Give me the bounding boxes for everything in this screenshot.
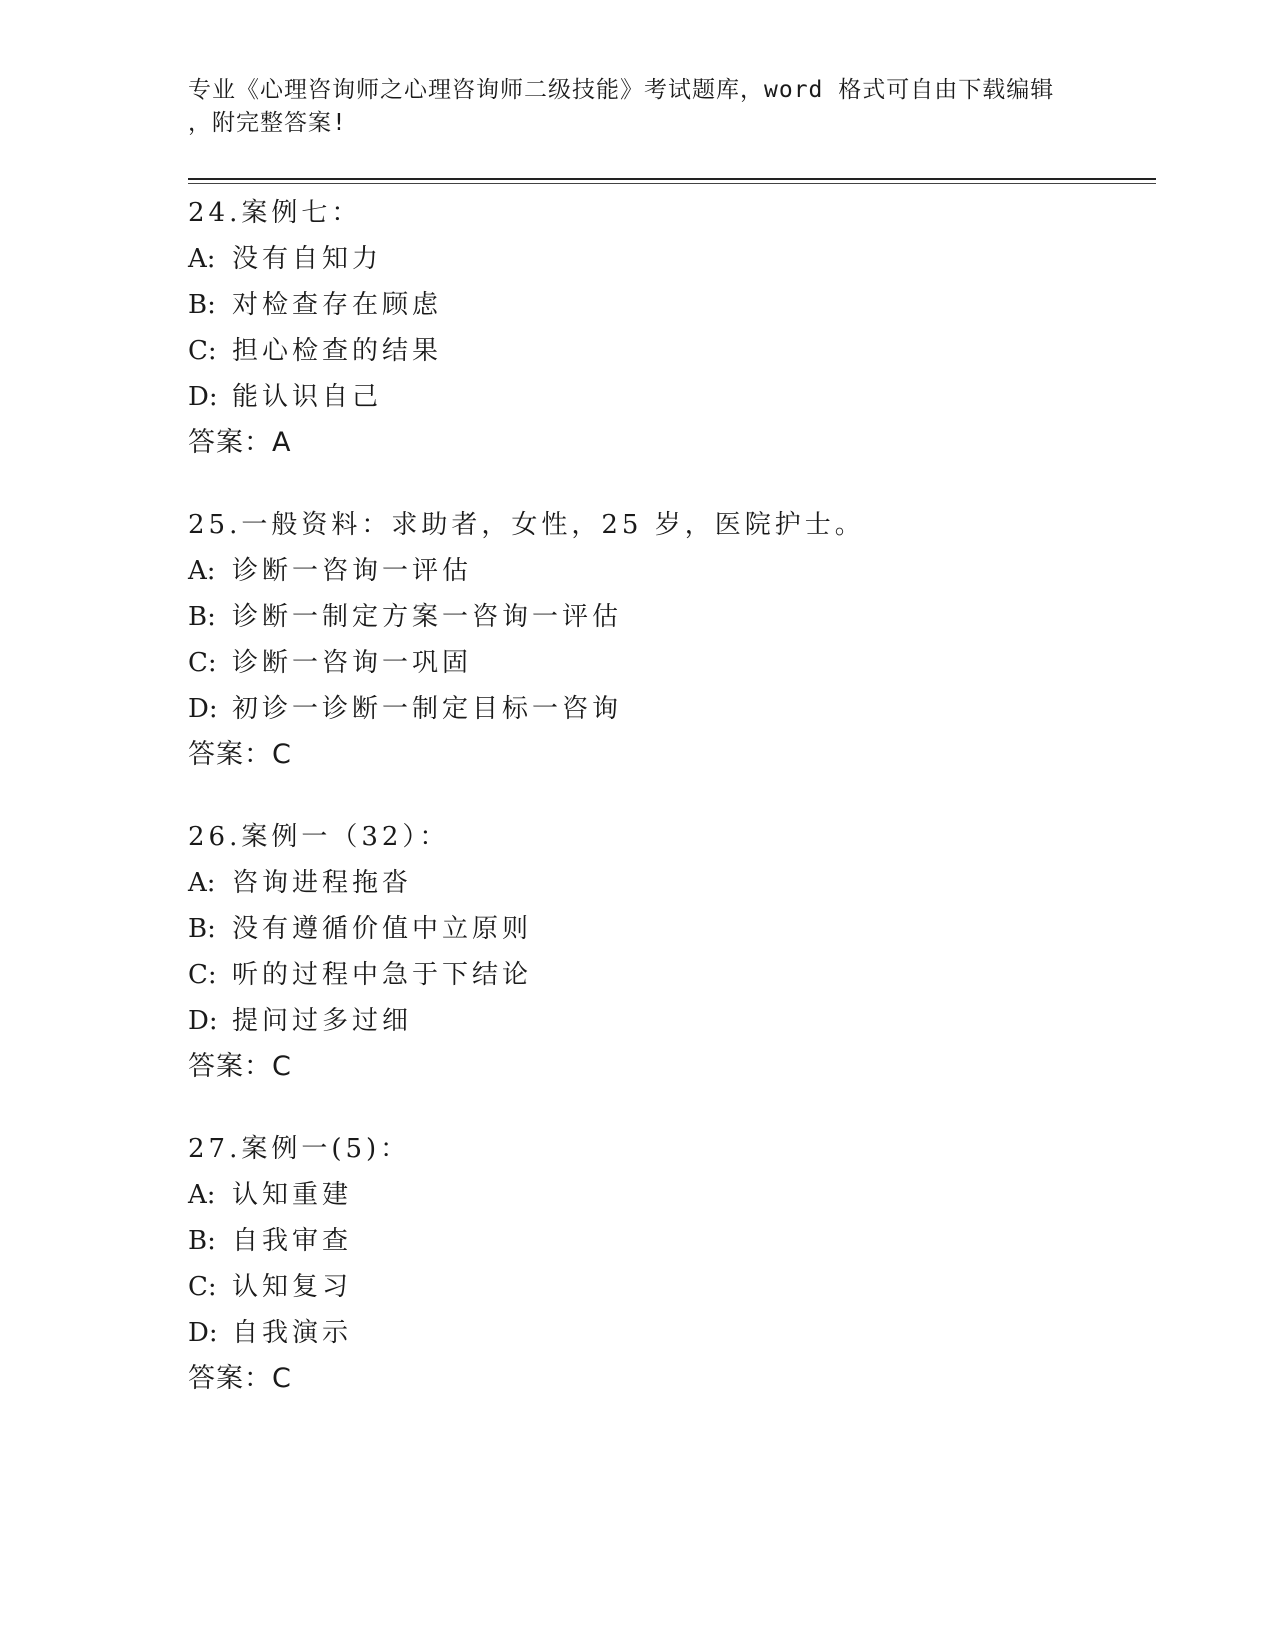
option-a [188, 236, 1148, 282]
header-divider-thick [188, 178, 1156, 180]
answer: 答案：C [188, 739, 292, 770]
option-b [188, 906, 1148, 952]
option-key: A: [188, 244, 216, 274]
option-key: C: [188, 1272, 217, 1302]
option-key: B: [188, 290, 216, 320]
header-title-line2: ，附完整答案! [188, 110, 347, 136]
header-title-line1: 专业《心理咨询师之心理咨询师二级技能》考试题库，word 格式可自由下载编辑 [188, 77, 1055, 103]
option-key: D: [188, 1006, 218, 1036]
option-key: D: [188, 694, 218, 724]
option-key: B: [188, 1226, 216, 1256]
document-header [188, 74, 1088, 140]
option-d [188, 1310, 1148, 1356]
option-key: C: [188, 960, 217, 990]
option-key: A: [188, 1180, 216, 1210]
option-key: D: [188, 1318, 218, 1348]
option-text: 咨询进程拖沓 [232, 868, 413, 898]
option-b [188, 594, 1148, 640]
answer: 答案：C [188, 1363, 292, 1394]
option-text: 没有自知力 [232, 244, 383, 274]
answer: 答案：C [188, 1051, 292, 1082]
option-key: D: [188, 382, 218, 412]
option-key: A: [188, 556, 216, 586]
option-a [188, 860, 1148, 906]
option-text: 诊断一咨询一巩固 [232, 648, 473, 678]
option-text: 认知复习 [232, 1272, 353, 1302]
question-stem: 24.案例七： [188, 198, 362, 228]
question-27 [188, 1126, 1148, 1402]
option-text: 初诊一诊断一制定目标一咨询 [232, 694, 623, 724]
option-text: 听的过程中急于下结论 [232, 960, 533, 990]
option-text: 诊断一咨询一评估 [232, 556, 473, 586]
option-key: C: [188, 336, 217, 366]
option-key: A: [188, 868, 216, 898]
option-a [188, 1172, 1148, 1218]
option-c [188, 1264, 1148, 1310]
question-25 [188, 502, 1148, 778]
option-text: 对检查存在顾虑 [232, 290, 443, 320]
option-a [188, 548, 1148, 594]
option-key: B: [188, 914, 216, 944]
option-d [188, 686, 1148, 732]
option-key: C: [188, 648, 217, 678]
option-b [188, 282, 1148, 328]
question-24 [188, 190, 1148, 466]
option-text: 诊断一制定方案一咨询一评估 [232, 602, 623, 632]
option-key: B: [188, 602, 216, 632]
option-d [188, 374, 1148, 420]
option-d [188, 998, 1148, 1044]
option-b [188, 1218, 1148, 1264]
option-text: 没有遵循价值中立原则 [232, 914, 533, 944]
header-divider-thin [188, 183, 1156, 184]
option-c [188, 952, 1148, 998]
question-stem: 25.一般资料：求助者，女性，25 岁，医院护士。 [188, 510, 865, 540]
option-text: 提问过多过细 [232, 1006, 413, 1036]
option-text: 认知重建 [232, 1180, 353, 1210]
question-26 [188, 814, 1148, 1090]
question-stem: 27.案例一(5)： [188, 1134, 411, 1164]
option-c [188, 328, 1148, 374]
question-stem: 26.案例一（32）： [188, 822, 450, 852]
option-text: 自我演示 [232, 1318, 353, 1348]
option-text: 能认识自己 [232, 382, 383, 412]
option-text: 自我审查 [232, 1226, 353, 1256]
question-list [188, 190, 1148, 1438]
option-c [188, 640, 1148, 686]
answer: 答案：A [188, 427, 292, 458]
option-text: 担心检查的结果 [232, 336, 443, 366]
